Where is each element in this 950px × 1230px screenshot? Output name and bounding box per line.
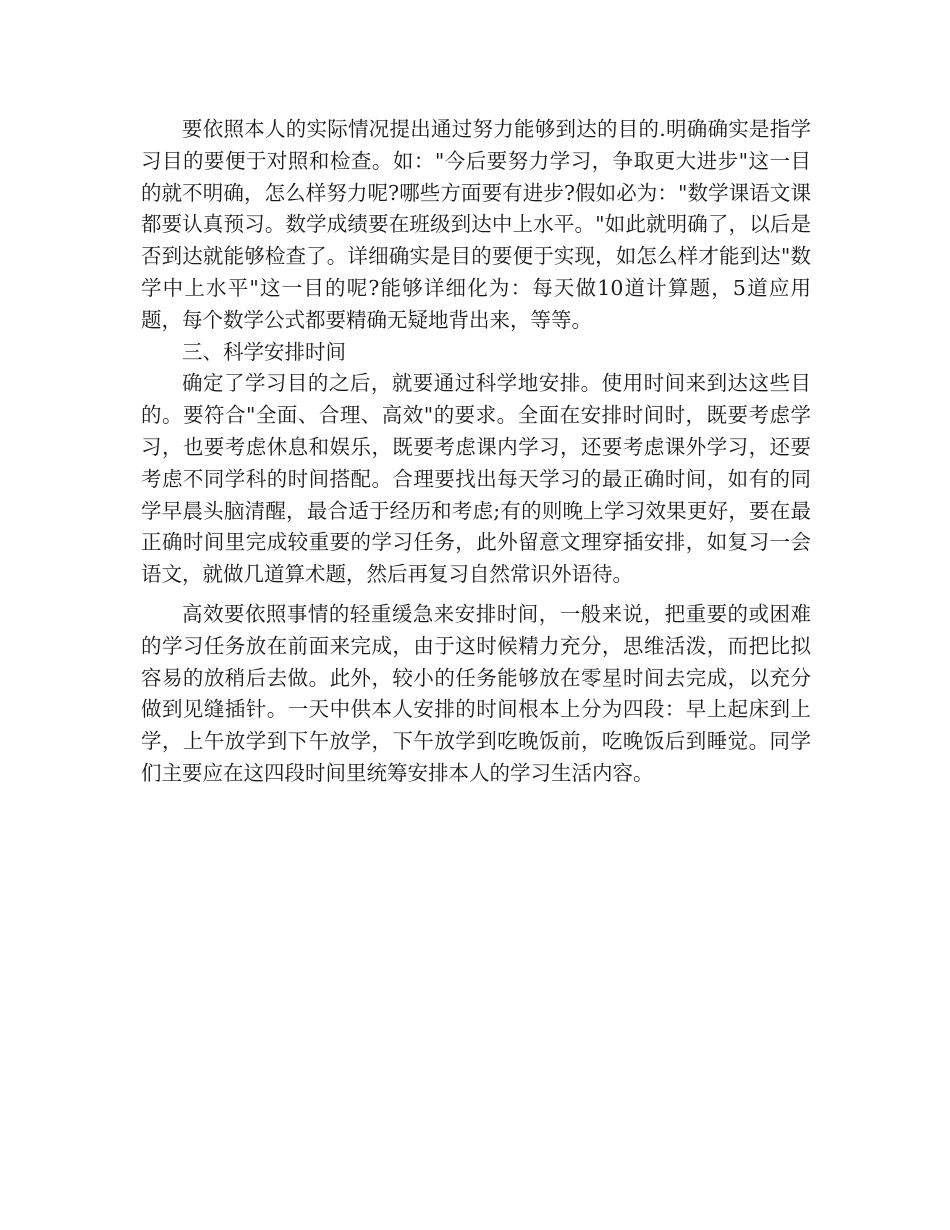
paragraph-efficiency: 高效要依照事情的轻重缓急来安排时间，一般来说，把重要的或困难的学习任务放在前面来完成，由于这时候精力充分，思维活泼，而把比拟容易的放稍后去做。此外，较小的任务能够放在零星时间去完成，以充分做到见缝插针。一天中供本人安排的时间根本上分为四段：早上起床到上学，上午放学到下午放学，下午放学到吃晚饭前，吃晚饭后到睡觉。同学们主要应在这四段时间里统筹安排本人的学习生活内容。 <box>141 601 811 785</box>
document-body <box>141 114 811 790</box>
paragraph-study-goals: 要依照本人的实际情况提出通过努力能够到达的目的.明确确实是指学习目的要便于对照和检查。如："今后要努力学习，争取更大进步"这一目的就不明确，怎么样努力呢?哪些方面要有进步?假如必为："数学课语文课都要认真预习。数学成绩要在班级到达中上水平。"如此就明确了，以后是否到达就能够检查了。详细确实是目的要便于实现，如怎么样才能到达"数学中上水平"这一目的呢?能够详细化为：每天做10道计算题，5道应用题，每个数学公式都要精确无疑地背出来，等等。 <box>141 117 811 332</box>
section-heading-time-arrangement: 三、科学安排时间 <box>182 339 346 364</box>
paragraph-time-arrangement: 确定了学习目的之后，就要通过科学地安排。使用时间来到达这些目的。要符合"全面、合理、高效"的要求。全面在安排时间时，既要考虑学习，也要考虑休息和娱乐，既要考虑课内学习，还要考虑课外学习，还要考虑不同学科的时间搭配。合理要找出每天学习的最正确时间，如有的同学早晨头脑清醒，最合适于经历和考虑;有的则晚上学习效果更好，要在最正确时间里完成较重要的学习任务，此外留意文理穿插安排，如复习一会语文，就做几道算术题，然后再复习自然常识外语待。 <box>141 371 811 587</box>
